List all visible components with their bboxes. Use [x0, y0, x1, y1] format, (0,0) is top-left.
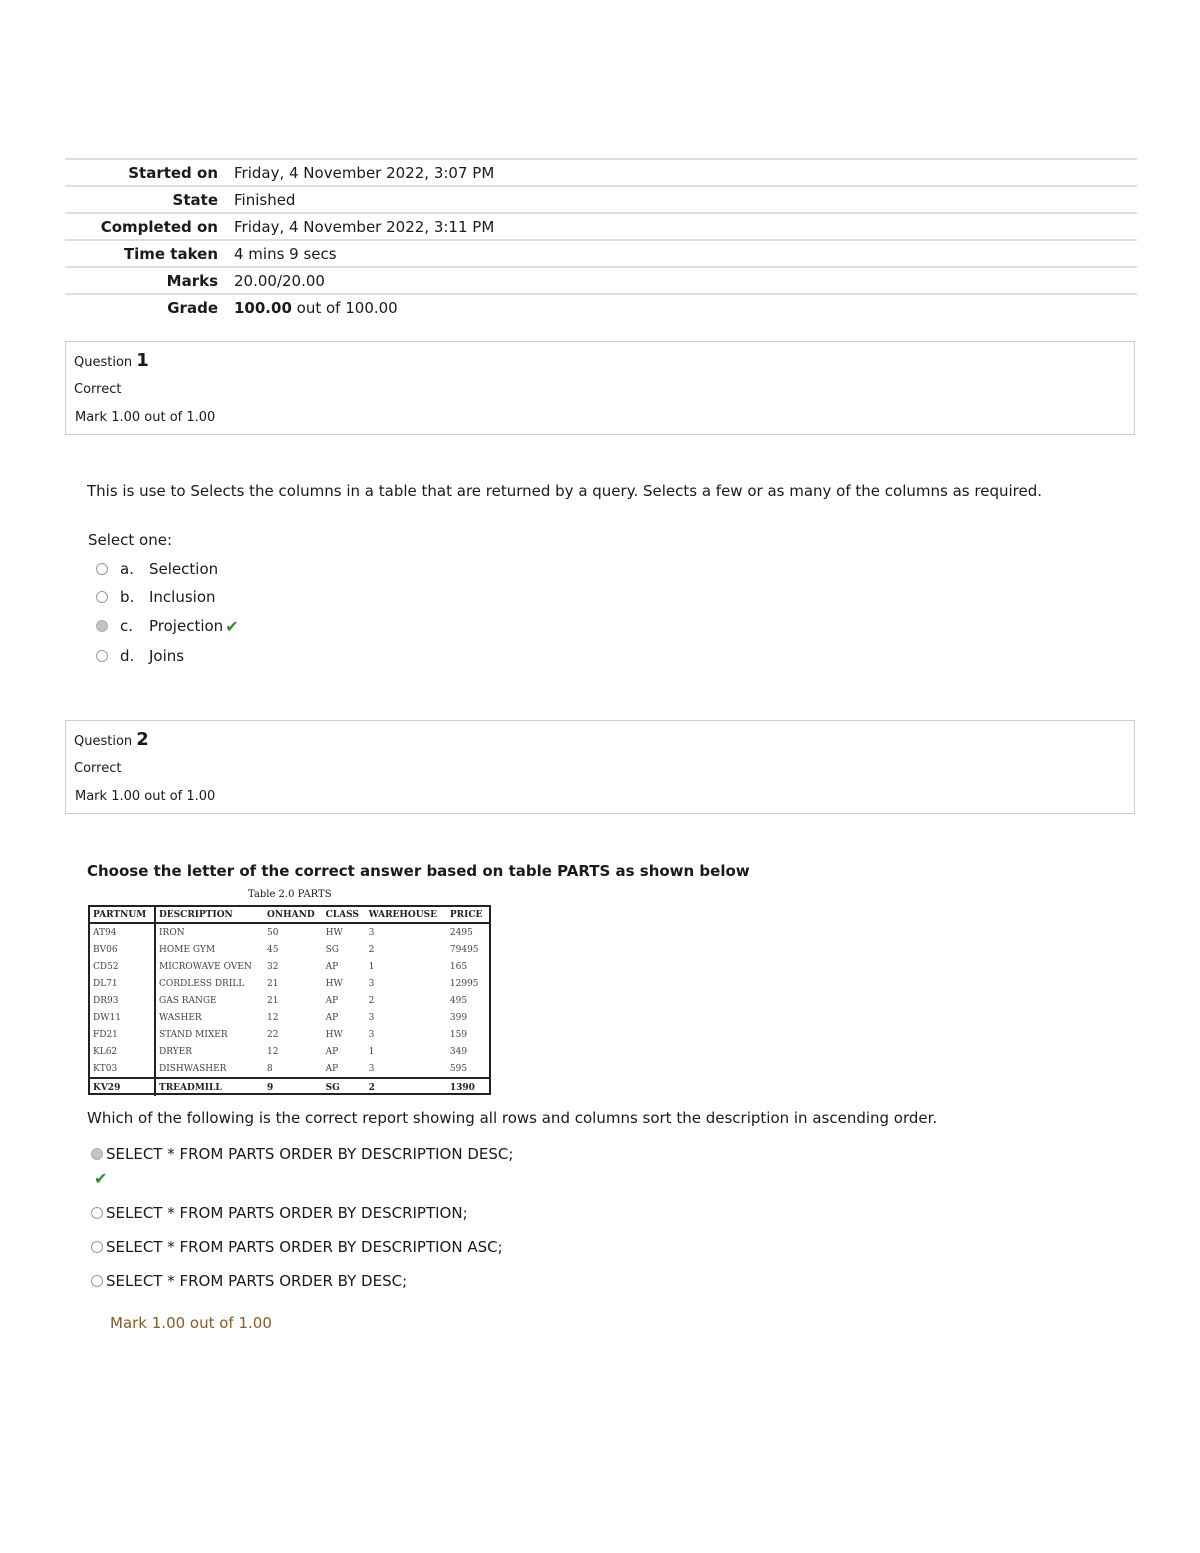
parts-table-cell: KL62: [90, 1043, 155, 1060]
parts-table-cell: 595: [449, 1063, 468, 1074]
parts-table-cell: WASHER: [159, 1012, 202, 1023]
radio-button[interactable]: [96, 591, 108, 603]
parts-table-cell: 1390: [447, 1078, 489, 1096]
summary-row-state: [65, 185, 1137, 212]
parts-table-cell: 12995: [449, 978, 479, 989]
summary-label: State: [172, 190, 218, 209]
summary-label: Marks: [166, 271, 218, 290]
option-label: SELECT * FROM PARTS ORDER BY DESC;: [106, 1272, 408, 1290]
question2-outcome-mark: Mark 1.00 out of 1.00: [110, 1314, 272, 1332]
parts-table-cell: CORDLESS DRILL: [159, 978, 245, 989]
summary-value: 4 mins 9 secs: [234, 244, 337, 263]
parts-table-row: [90, 992, 489, 1009]
parts-table-row: [90, 941, 489, 958]
column-header: WAREHOUSE: [366, 907, 447, 923]
parts-table-cell: 12: [267, 1012, 279, 1023]
parts-table-cell: 79495: [449, 944, 479, 955]
answer-option-b[interactable]: [96, 586, 216, 608]
column-header: DESCRIPTION: [155, 907, 264, 923]
parts-table-cell: 159: [449, 1029, 468, 1040]
parts-table-cell: 3: [368, 978, 375, 989]
summary-row-started: [65, 158, 1137, 185]
parts-table-cell: 21: [267, 995, 279, 1006]
checkmark-icon: ✔: [225, 616, 239, 636]
answer-option-c[interactable]: [96, 615, 239, 637]
parts-table-cell: DL71: [90, 975, 155, 992]
parts-table-cell: 399: [449, 1012, 468, 1023]
parts-table-cell: 3: [368, 1029, 375, 1040]
column-header: PRICE: [447, 907, 489, 923]
question1-text: This is use to Selects the columns in a table that are returned by a query. Selects a few or as many of the columns as required.: [87, 482, 1042, 500]
radio-button[interactable]: [96, 650, 108, 662]
attempt-summary: [65, 158, 1137, 320]
question-number-value: 2: [136, 729, 149, 750]
parts-table-cell: MICROWAVE OVEN: [159, 961, 252, 972]
option-letter: c.: [120, 617, 134, 635]
question2-heading: Choose the letter of the correct answer based on table PARTS as shown below: [87, 862, 750, 880]
parts-table-cell: KV29: [90, 1078, 155, 1096]
parts-table-cell: HW: [325, 978, 343, 989]
radio-button[interactable]: [91, 1207, 103, 1219]
parts-table-caption: Table 2.0 PARTS: [248, 889, 332, 900]
parts-table-cell: 3: [368, 927, 375, 938]
parts-table-row: [90, 958, 489, 975]
parts-table-row: [90, 975, 489, 992]
question-number: [74, 729, 149, 750]
answer-option-1[interactable]: [91, 1143, 513, 1165]
parts-table-cell: 1: [368, 1046, 375, 1057]
parts-table-cell: 2: [368, 944, 375, 955]
parts-table-cell: 3: [368, 1063, 375, 1074]
summary-label: Grade: [167, 298, 218, 317]
parts-table-cell: IRON: [159, 927, 185, 938]
parts-table-cell: SG: [325, 944, 339, 955]
parts-table-row: [90, 1043, 489, 1060]
radio-button[interactable]: [91, 1241, 103, 1253]
summary-value: [234, 299, 398, 317]
grade-value: 100.00: [234, 298, 292, 317]
column-header: ONHAND: [264, 907, 323, 923]
answer-option-2[interactable]: [91, 1202, 468, 1224]
parts-table-cell: 349: [449, 1046, 468, 1057]
question1-prompt: Select one:: [88, 531, 173, 549]
question-state: Correct: [74, 382, 122, 397]
parts-table-row: [90, 1026, 489, 1043]
summary-row-completed: [65, 212, 1137, 239]
parts-table-cell: HW: [325, 1029, 343, 1040]
checkmark-icon: ✔: [94, 1169, 108, 1188]
parts-table-cell: 50: [267, 927, 279, 938]
question-number-label: Question: [74, 355, 133, 370]
option-label: Projection: [149, 617, 224, 635]
answer-option-d[interactable]: [96, 645, 184, 667]
grade-outof: out of 100.00: [296, 298, 398, 317]
question1-info: [65, 341, 1135, 435]
summary-row-grade: [65, 293, 1137, 320]
parts-table-cell: 2: [368, 995, 375, 1006]
summary-row-marks: [65, 266, 1137, 293]
parts-table-cell: 22: [267, 1029, 279, 1040]
summary-value: Friday, 4 November 2022, 3:07 PM: [234, 163, 495, 182]
radio-button-selected[interactable]: [96, 620, 108, 632]
option-label: SELECT * FROM PARTS ORDER BY DESCRIPTION ASC;: [106, 1238, 503, 1256]
question-grade: Mark 1.00 out of 1.00: [75, 410, 216, 425]
parts-table-cell: DR93: [90, 992, 155, 1009]
option-label: Joins: [149, 647, 185, 665]
parts-table-cell: AP: [325, 995, 339, 1006]
parts-table-cell: 3: [368, 1012, 375, 1023]
parts-table-cell: HW: [325, 927, 343, 938]
parts-table-cell: CD52: [90, 958, 155, 975]
parts-table-cell: HOME GYM: [159, 944, 216, 955]
parts-table-cell: KT03: [90, 1060, 155, 1078]
parts-table: [88, 905, 491, 1095]
summary-label: Started on: [128, 163, 218, 182]
parts-table-cell: 165: [449, 961, 468, 972]
column-header: PARTNUM: [90, 907, 155, 923]
option-letter: d.: [120, 647, 135, 665]
summary-row-time: [65, 239, 1137, 266]
summary-value: Friday, 4 November 2022, 3:11 PM: [234, 217, 495, 236]
parts-table-cell: AP: [325, 1012, 339, 1023]
question-grade: Mark 1.00 out of 1.00: [75, 789, 216, 804]
summary-value: Finished: [234, 190, 296, 209]
parts-table-row: [90, 1078, 489, 1096]
radio-button-selected[interactable]: [91, 1148, 103, 1160]
parts-table-cell: 9: [264, 1078, 323, 1096]
parts-table-cell: 1: [368, 961, 375, 972]
parts-table-cell: 2495: [449, 927, 473, 938]
parts-table-cell: 12: [267, 1046, 279, 1057]
parts-table-row: [90, 1009, 489, 1026]
parts-table-cell: 8: [267, 1063, 273, 1074]
parts-table-cell: DRYER: [159, 1046, 193, 1057]
parts-table-cell: AT94: [90, 923, 155, 941]
option-letter: a.: [120, 560, 134, 578]
parts-table-cell: BV06: [90, 941, 155, 958]
parts-table-cell: FD21: [90, 1026, 155, 1043]
radio-button[interactable]: [91, 1275, 103, 1287]
question-state: Correct: [74, 761, 122, 776]
option-letter: b.: [120, 588, 135, 606]
parts-table-row: [90, 1060, 489, 1078]
option-label: SELECT * FROM PARTS ORDER BY DESCRIPTION DESC;: [106, 1145, 514, 1163]
question2-text: Which of the following is the correct report showing all rows and columns sort the description in ascending order.: [87, 1109, 938, 1127]
question-number-label: Question: [74, 734, 133, 749]
summary-value: 20.00/20.00: [234, 271, 325, 290]
option-label: SELECT * FROM PARTS ORDER BY DESCRIPTION;: [106, 1204, 468, 1222]
parts-table-cell: 32: [267, 961, 279, 972]
parts-table-cell: DISHWASHER: [159, 1063, 227, 1074]
summary-label: Completed on: [100, 217, 218, 236]
parts-table-cell: 2: [366, 1078, 447, 1096]
parts-table-cell: SG: [323, 1078, 366, 1096]
parts-table-row: [90, 923, 489, 941]
parts-table-cell: TREADMILL: [155, 1078, 264, 1096]
parts-table-cell: 21: [267, 978, 279, 989]
parts-table-cell: DW11: [90, 1009, 155, 1026]
question-number-value: 1: [136, 350, 149, 371]
parts-table-cell: AP: [325, 961, 339, 972]
question-number: [74, 350, 149, 371]
column-header: CLASS: [323, 907, 366, 923]
parts-header-row: [90, 907, 489, 923]
parts-table-cell: GAS RANGE: [159, 995, 217, 1006]
radio-button[interactable]: [96, 563, 108, 575]
parts-table-cell: AP: [325, 1063, 339, 1074]
answer-option-3[interactable]: [91, 1236, 503, 1258]
parts-table-cell: STAND MIXER: [159, 1029, 228, 1040]
answer-option-4[interactable]: [91, 1270, 407, 1292]
option-label: Selection: [149, 560, 219, 578]
question2-info: [65, 720, 1135, 814]
summary-label: Time taken: [123, 244, 218, 263]
parts-table-cell: 495: [449, 995, 468, 1006]
parts-table-cell: AP: [325, 1046, 339, 1057]
option-label: Inclusion: [149, 588, 216, 606]
parts-table-cell: 45: [267, 944, 279, 955]
answer-option-a[interactable]: [96, 558, 218, 580]
